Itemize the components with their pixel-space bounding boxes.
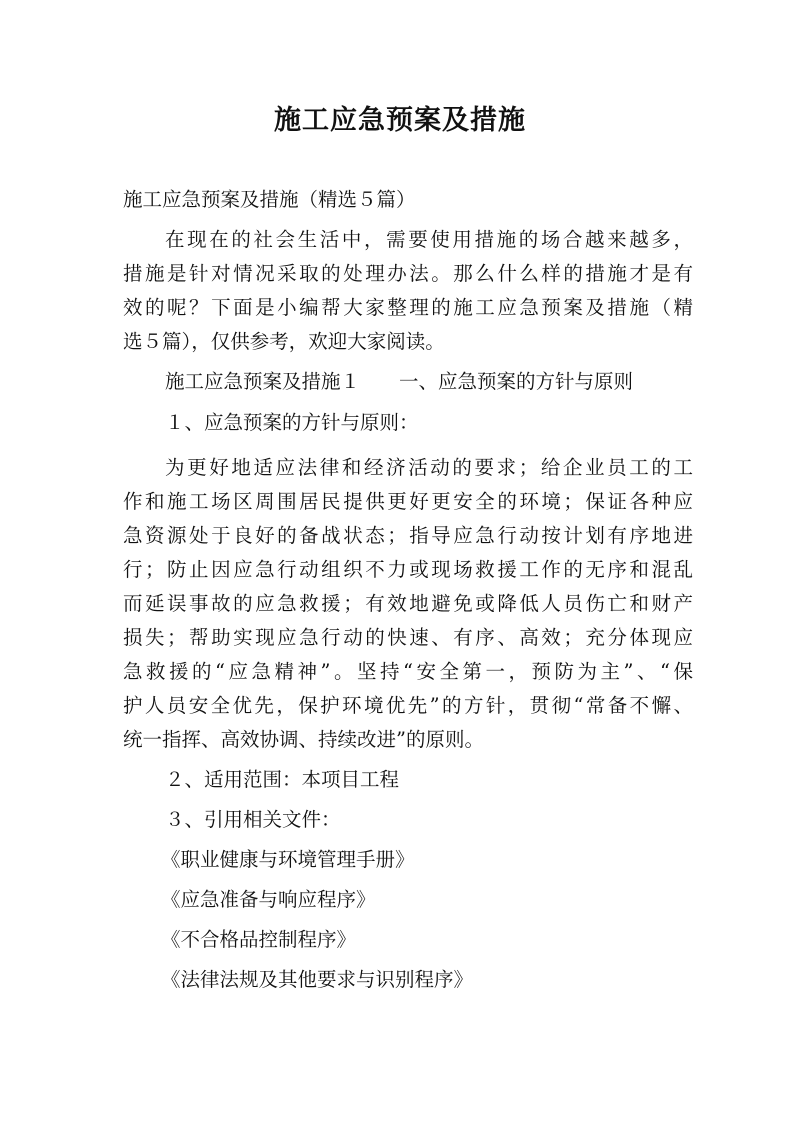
reference-doc: 《不合格品控制程序》 — [161, 928, 357, 951]
reference-doc: 《职业健康与环境管理手册》 — [161, 848, 415, 871]
intro-heading: 施工应急预案及措施（精选５篇） — [123, 188, 416, 211]
document-title: 施工应急预案及措施 — [274, 105, 526, 136]
paragraph-line: 而延误事故的应急救援；有效地避免或降低人员伤亡和财产 — [123, 592, 693, 615]
paragraph-line: 措施是针对情况采取的处理办法。那么什么样的措施才是有 — [123, 262, 693, 285]
list-item: ２、适用范围：本项目工程 — [165, 768, 400, 791]
reference-doc: 《应急准备与响应程序》 — [161, 888, 376, 911]
paragraph-line: 损失；帮助实现应急行动的快速、有序、高效；充分体现应 — [123, 626, 693, 649]
section-heading: 施工应急预案及措施１ 一、应急预案的方针与原则 — [165, 370, 634, 393]
list-item: ３、引用相关文件： — [165, 808, 341, 831]
paragraph-line: 护人员安全优先，保护环境优先”的方针，贯彻“常备不懈、 — [123, 694, 693, 717]
paragraph-line: 效的呢？下面是小编帮大家整理的施工应急预案及措施（精 — [123, 296, 693, 319]
paragraph-line: 急资源处于良好的备战状态；指导应急行动按计划有序地进 — [123, 524, 693, 547]
paragraph-line: 统一指挥、高效协调、持续改进”的原则。 — [123, 728, 484, 751]
paragraph-line: 行；防止因应急行动组织不力或现场救援工作的无序和混乱 — [123, 558, 693, 581]
paragraph-line: 作和施工场区周围居民提供更好更安全的环境；保证各种应 — [123, 490, 693, 513]
subsection-heading: １、应急预案的方针与原则： — [165, 411, 419, 434]
paragraph-line: 选５篇），仅供参考，欢迎大家阅读。 — [123, 330, 445, 353]
paragraph-line: 急救援的“应急精神”。坚持“安全第一，预防为主”、“保 — [123, 660, 693, 683]
reference-doc: 《法律法规及其他要求与识别程序》 — [161, 968, 474, 991]
paragraph-line: 在现在的社会生活中，需要使用措施的场合越来越多， — [165, 228, 693, 251]
paragraph-line: 为更好地适应法律和经济活动的要求；给企业员工的工 — [165, 456, 693, 479]
